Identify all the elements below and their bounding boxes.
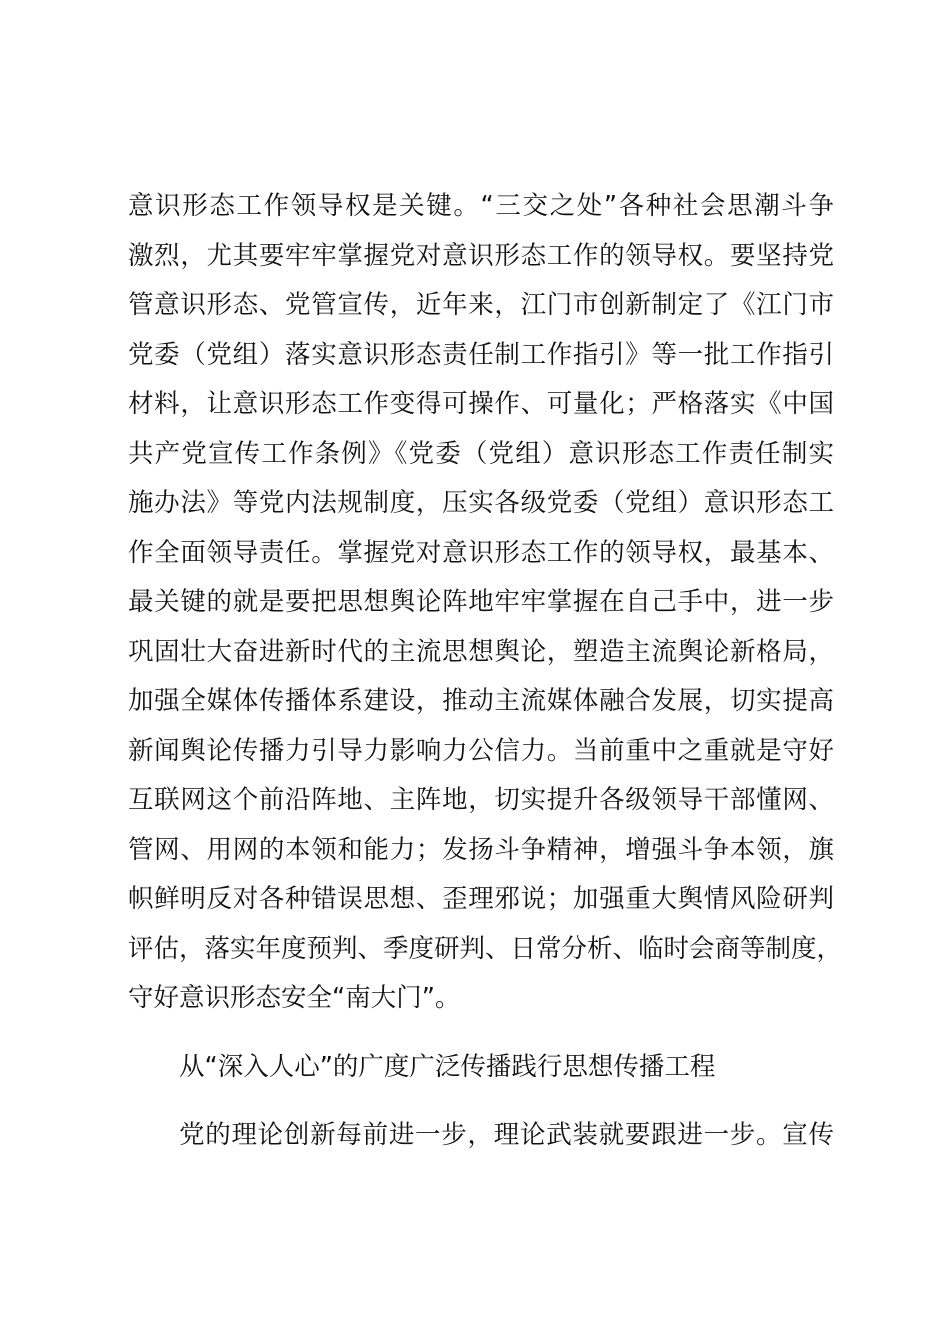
text-line: 守好意识形态安全“南大门”。 [128, 983, 461, 1013]
text-line: 互联网这个前沿阵地、主阵地，切实提升各级领导干部懂网、 [128, 785, 834, 815]
text-line: 共产党宣传工作条例》《党委（党组）意识形态工作责任制实 [128, 438, 834, 469]
text-line: 巩固壮大奋进新时代的主流思想舆论，塑造主流舆论新格局， [128, 636, 834, 667]
text-line: 加强全媒体传播体系建设，推动主流媒体融合发展，切实提高 [128, 686, 834, 716]
text-line: 管意识形态、党管宣传，近年来，江门市创新制定了《江门市 [128, 290, 834, 320]
text-line: 材料，让意识形态工作变得可操作、可量化；严格落实《中国 [128, 389, 834, 419]
text-line: 激烈，尤其要牢牢掌握党对意识形态工作的领导权。要坚持党 [128, 240, 834, 271]
text-line: 意识形态工作领导权是关键。“三交之处”各种社会思潮斗争 [128, 191, 834, 221]
text-line: 党的理论创新每前进一步，理论武装就要跟进一步。宣传 [179, 1120, 834, 1150]
text-line: 作全面领导责任。掌握党对意识形态工作的领导权，最基本、 [128, 537, 834, 568]
paragraph-1 [128, 182, 843, 1024]
text-line: 新闻舆论传播力引导力影响力公信力。当前重中之重就是守好 [128, 735, 834, 766]
paragraph-2 [128, 1111, 834, 1161]
text-line: 评估，落实年度预判、季度研判、日常分析、临时会商等制度， [128, 933, 843, 964]
text-line: 施办法》等党内法规制度，压实各级党委（党组）意识形态工 [128, 488, 834, 518]
text-line: 管网、用网的本领和能力；发扬斗争精神，增强斗争本领，旗 [128, 834, 834, 865]
text-line: 最关键的就是要把思想舆论阵地牢牢掌握在自己手中，进一步 [128, 587, 834, 617]
section-heading: 从“深入人心”的广度广泛传播践行思想传播工程 [179, 1051, 716, 1082]
text-line: 党委（党组）落实意识形态责任制工作指引》等一批工作指引 [128, 339, 834, 370]
text-line: 帜鲜明反对各种错误思想、歪理邪说；加强重大舆情风险研判 [128, 884, 834, 914]
document-body [128, 182, 843, 1161]
